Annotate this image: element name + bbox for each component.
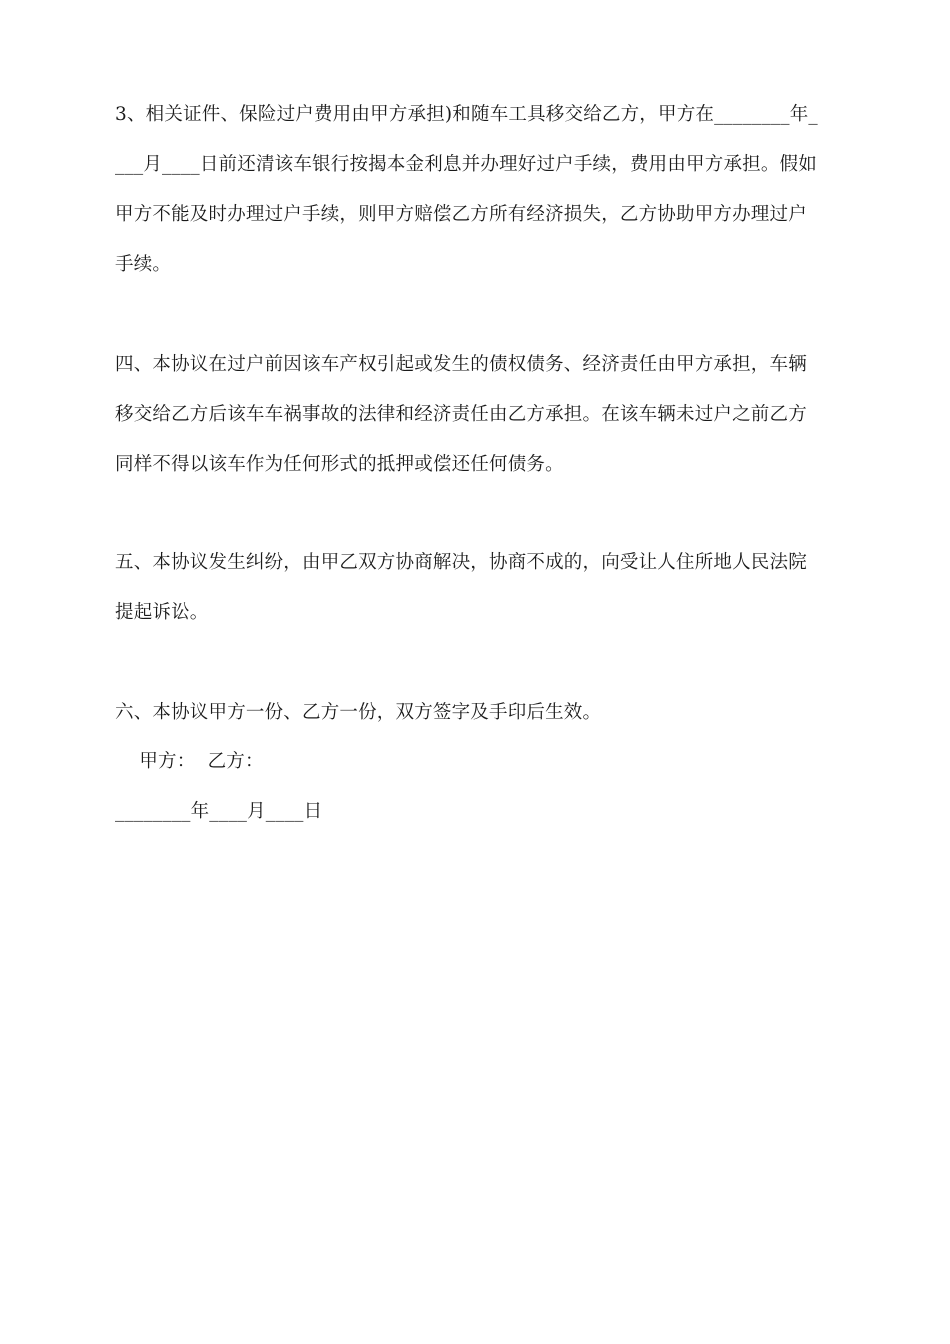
clause-4-line-3: 同样不得以该车作为任何形式的抵押或偿还任何债务。 <box>115 454 564 475</box>
clause-3-line-3: 甲方不能及时办理过户手续，则甲方赔偿乙方所有经济损失，乙方协助甲方办理过户 <box>115 204 807 225</box>
clause-3-line-1: 3、相关证件、保险过户费用由甲方承担)和随车工具移交给乙方，甲方在________年_ <box>115 104 818 125</box>
clause-5-line-2: 提起诉讼。 <box>115 602 209 623</box>
clause-3-line-2: ___月____日前还清该车银行按揭本金利息并办理好过户手续，费用由甲方承担。假如 <box>115 154 817 175</box>
date-line: ________年____月____日 <box>115 801 323 822</box>
clause-6-line-1: 六、本协议甲方一份、乙方一份，双方签字及手印后生效。 <box>115 702 602 723</box>
clause-5-line-1: 五、本协议发生纠纷，由甲乙双方协商解决，协商不成的，向受让人住所地人民法院 <box>115 552 807 573</box>
clause-4-line-2: 移交给乙方后该车车祸事故的法律和经济责任由乙方承担。在该车辆未过户之前乙方 <box>115 404 807 425</box>
clause-4-line-1: 四、本协议在过户前因该车产权引起或发生的债权债务、经济责任由甲方承担，车辆 <box>115 354 807 375</box>
signature-line: 甲方： 乙方： <box>115 751 264 772</box>
clause-3-line-4: 手续。 <box>115 254 172 275</box>
